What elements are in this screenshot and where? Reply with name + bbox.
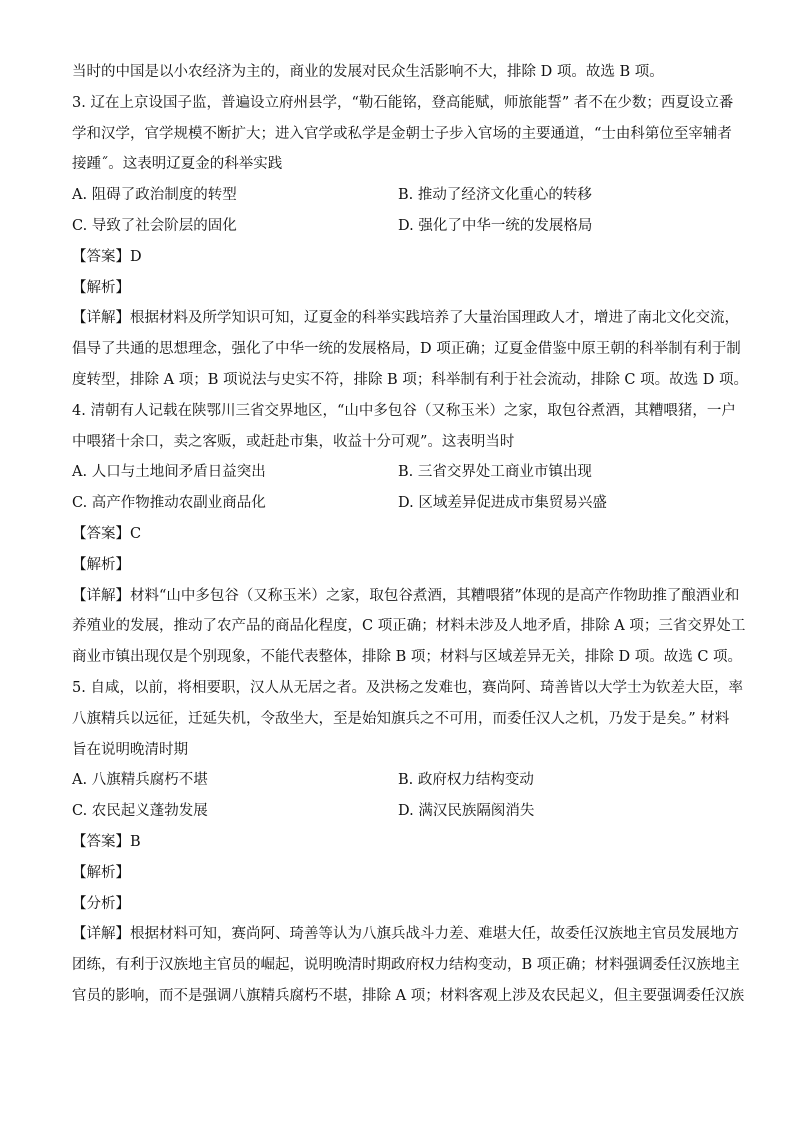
- option-d: D. 区域差异促进成市集贸易兴盛: [398, 495, 607, 512]
- analysis-label: 【解析】: [72, 279, 130, 296]
- detail-text: 养殖业的发展，推动了农产品的商品化程度，C 项正确；材料未涉及人地矛盾，排除 A 项；三省交界处工: [72, 618, 746, 635]
- detail-text: 团练，有利于汉族地主官员的崛起，说明晚清时期政府权力结构变动，B 项正确；材料强调委任汉族地主: [72, 957, 740, 974]
- option-a: A. 阻碍了政治制度的转型: [72, 187, 237, 204]
- answer-label: 【答案】B: [72, 833, 141, 850]
- question-4-stem: 中喂猪十余口，卖之客贩，或赶赴市集，收益十分可观”。这表明当时: [72, 433, 515, 450]
- question-3-options-row: [72, 185, 732, 205]
- analysis-label: 【解析】: [72, 864, 130, 881]
- detail-text: 【详解】材料“山中多包谷（又称玉米）之家，取包谷煮酒，其糟喂猪”体现的是高产作物助推了酿酒业和: [72, 587, 740, 604]
- question-5-stem: 5. 自咸，以前，将相要职，汉人从无居之者。及洪杨之发难也，赛尚阿、琦善皆以大学士为钦差大臣，率: [72, 679, 743, 696]
- answer-label: 【答案】D: [72, 248, 142, 265]
- question-5-options-row: [72, 801, 732, 821]
- question-4-options-row: [72, 493, 732, 513]
- fenxi-label: 【分析】: [72, 895, 130, 912]
- option-c: C. 农民起义蓬勃发展: [72, 803, 208, 820]
- detail-text: 商业市镇出现仅是个别现象，不能代表整体，排除 B 项；材料与区域差异无关，排除 D 项。故选 C 项。: [72, 649, 743, 666]
- detail-text: 倡导了共通的思想理念，强化了中华一统的发展格局，D 项正确；辽夏金借鉴中原王朝的科举制有利于制: [72, 341, 741, 358]
- option-c: C. 导致了社会阶层的固化: [72, 217, 237, 234]
- question-3-stem: 3. 辽在上京设国子监，普遍设立府州县学，“勒石能铭，登高能赋，师旅能誓” 者不在少数；西夏设立番: [72, 94, 734, 111]
- question-5-options-row: [72, 770, 732, 790]
- document-page: [72, 62, 748, 1017]
- option-b: B. 推动了经济文化重心的转移: [398, 187, 592, 204]
- detail-text: 度转型，排除 A 项；B 项说法与史实不符，排除 B 项；科举制有利于社会流动，排除 C 项。故选 D 项。: [72, 371, 748, 388]
- option-b: B. 三省交界处工商业市镇出现: [398, 464, 592, 481]
- question-3-stem: 学和汉学，官学规模不断扩大；进入官学或私学是金朝士子步入官场的主要通道，“士由科第位至宰辅者: [72, 125, 732, 142]
- option-b: B. 政府权力结构变动: [398, 772, 534, 789]
- detail-text: 官员的影响，而不是强调八旗精兵腐朽不堪，排除 A 项；材料客观上涉及农民起义，但主要强调委任汉族: [72, 987, 745, 1004]
- question-3-stem: 接踵˝。这表明辽夏金的科举实践: [72, 156, 283, 173]
- answer-label: 【答案】C: [72, 525, 142, 542]
- option-a: A. 八旗精兵腐朽不堪: [72, 772, 208, 789]
- option-a: A. 人口与土地间矛盾日益突出: [72, 464, 266, 481]
- question-4-options-row: [72, 462, 732, 482]
- analysis-label: 【解析】: [72, 556, 130, 573]
- detail-text: 【详解】根据材料及所学知识可知，辽夏金的科举实践培养了大量治国理政人才，增进了南北文化交流，: [72, 310, 739, 327]
- question-5-stem: 旨在说明晚清时期: [72, 741, 188, 758]
- question-5-stem: 八旗精兵以远征，迁延失机，令敌坐大，至是始知旗兵之不可用，而委任汉人之机，乃发于是矣。” 材料: [72, 710, 730, 727]
- question-4-stem: 4. 清朝有人记载在陕鄂川三省交界地区，“山中多包谷（又称玉米）之家，取包谷煮酒，其糟喂猪，一户: [72, 402, 736, 419]
- text-line: 当时的中国是以小农经济为主的，商业的发展对民众生活影响不大，排除 D 项。故选 B 项。: [72, 64, 664, 80]
- question-3-options-row: [72, 216, 732, 236]
- option-d: D. 强化了中华一统的发展格局: [398, 217, 593, 234]
- detail-text: 【详解】根据材料可知，赛尚阿、琦善等认为八旗兵战斗力差、难堪大任，故委任汉族地主官员发展地方: [72, 926, 739, 943]
- option-d: D. 满汉民族隔阂消失: [398, 803, 535, 820]
- option-c: C. 高产作物推动农副业商品化: [72, 495, 266, 512]
